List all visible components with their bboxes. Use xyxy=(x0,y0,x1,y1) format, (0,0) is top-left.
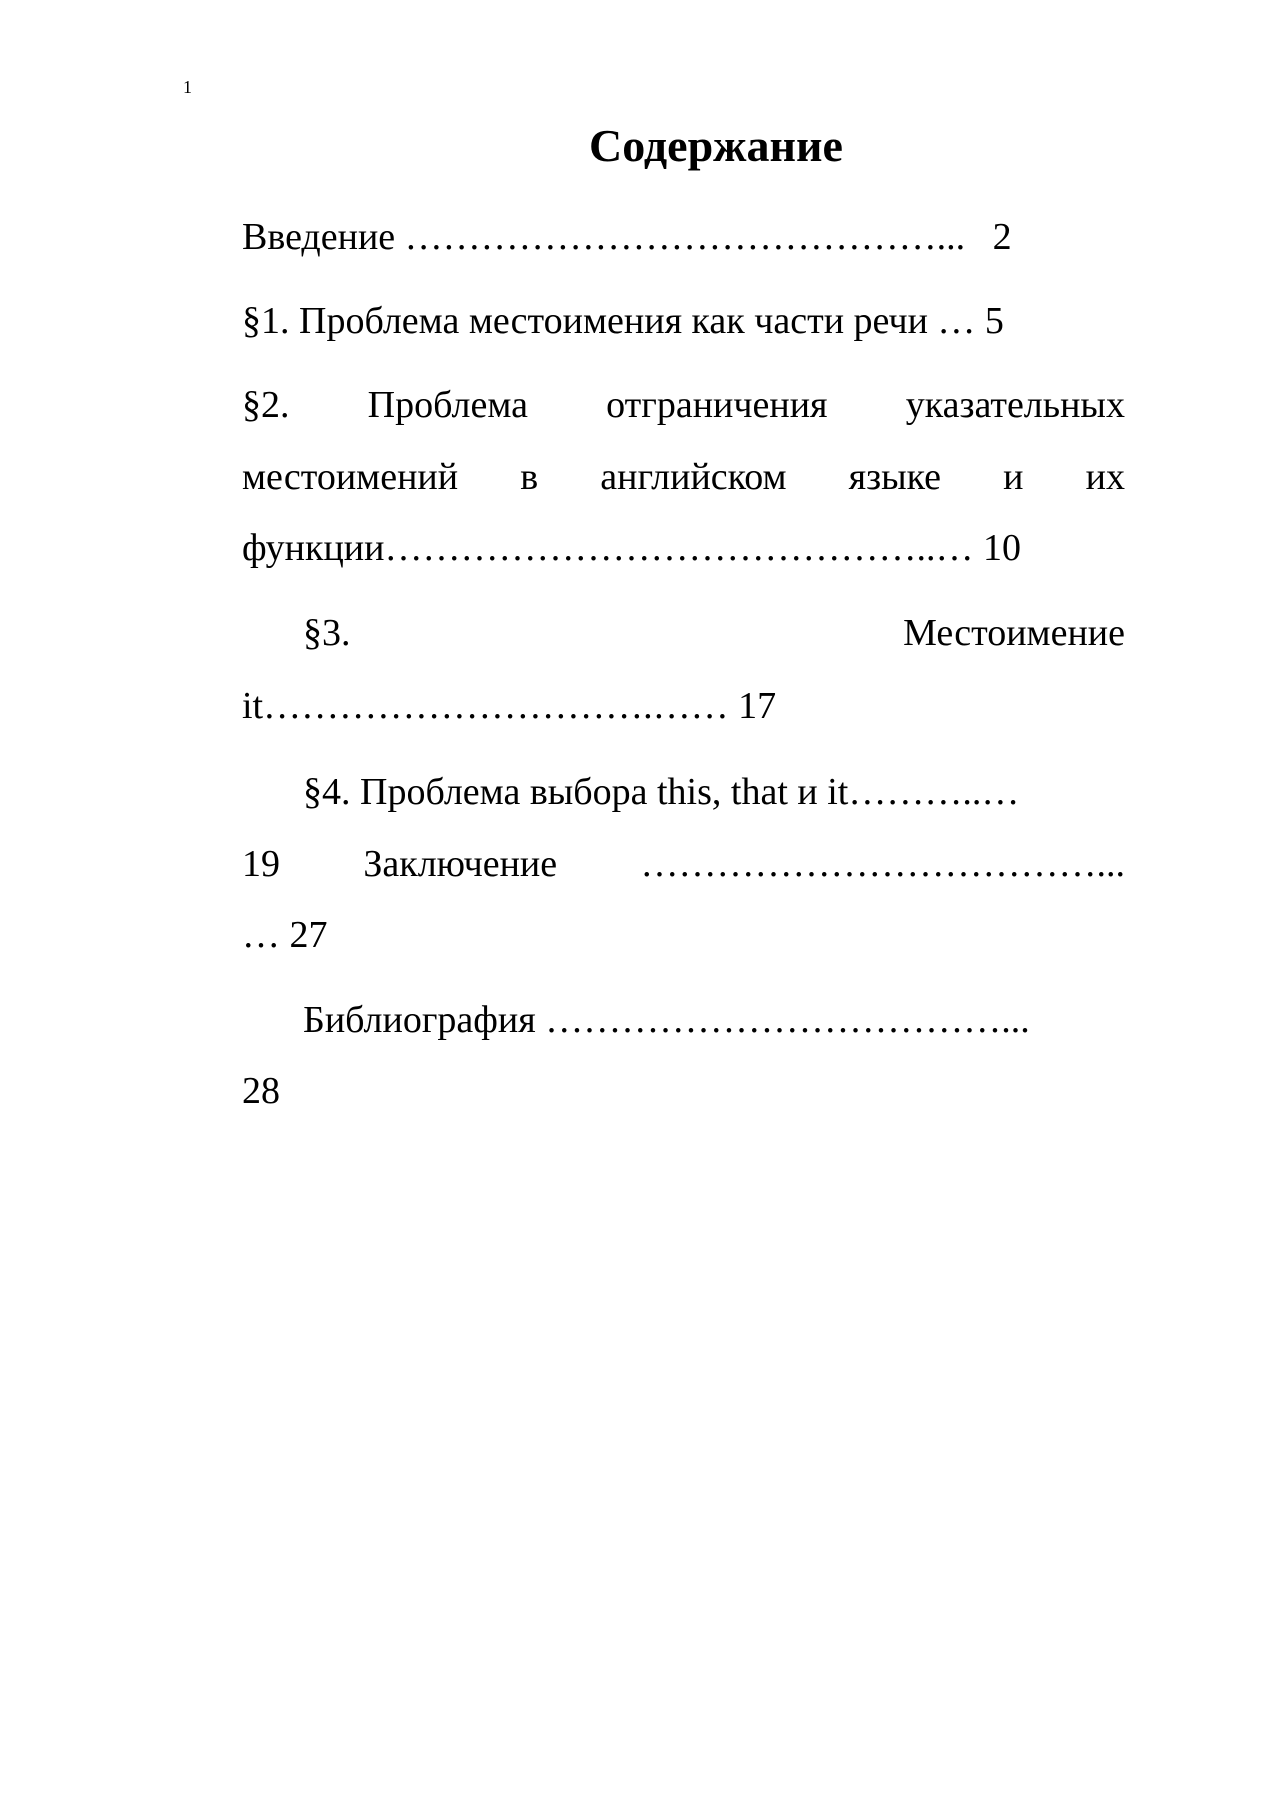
toc-entry-bibliography: Библиография ………………………………... xyxy=(303,999,1030,1041)
toc-entry-section-2-line-3: функции……………………………………..… 10 xyxy=(242,527,1021,569)
toc-conclusion-dots: ………………………………... xyxy=(640,843,1125,885)
toc-s2-word: местоимений xyxy=(242,456,459,498)
toc-intro-dots: ……………………………………... xyxy=(404,216,966,258)
toc-s4-page: 19 xyxy=(242,843,280,885)
toc-s2-word: §2. xyxy=(242,384,290,426)
page-number: 1 xyxy=(183,77,192,97)
toc-entry-section-3-line-1 xyxy=(303,610,1125,656)
toc-entry-section-3-line-2: it………………………….…… 17 xyxy=(242,685,777,727)
toc-entry-section-2-line-2 xyxy=(242,454,1125,500)
toc-conclusion-label: Заключение xyxy=(363,843,558,885)
toc-entry-conclusion-page: … 27 xyxy=(242,914,328,956)
toc-intro-page: 2 xyxy=(992,216,1012,258)
toc-s3-number: §3. xyxy=(303,612,351,654)
toc-s2-word: их xyxy=(1085,456,1125,498)
toc-s2-word: Проблема xyxy=(367,384,528,426)
toc-entry-section-4-line-2 xyxy=(242,841,1125,887)
toc-s2-word: и xyxy=(1003,456,1024,498)
toc-entry-section-4-line-1: §4. Проблема выбора this, that и it………..… xyxy=(303,771,1020,813)
toc-entry-bibliography-page: 28 xyxy=(242,1070,280,1112)
toc-entry-section-1: §1. Проблема местоимения как части речи … 5 xyxy=(242,300,1004,342)
toc-s2-word: языке xyxy=(848,456,942,498)
toc-intro-label: Введение xyxy=(242,216,396,258)
toc-s2-word: указательных xyxy=(905,384,1125,426)
toc-s2-word: в xyxy=(520,456,539,498)
toc-entry-intro xyxy=(242,214,1125,260)
toc-entry-section-2-line-1 xyxy=(242,382,1125,428)
toc-s2-word: английском xyxy=(600,456,787,498)
toc-s3-title: Местоимение xyxy=(903,612,1125,654)
page-title: Содержание xyxy=(589,120,843,171)
toc-s2-word: отграничения xyxy=(606,384,828,426)
